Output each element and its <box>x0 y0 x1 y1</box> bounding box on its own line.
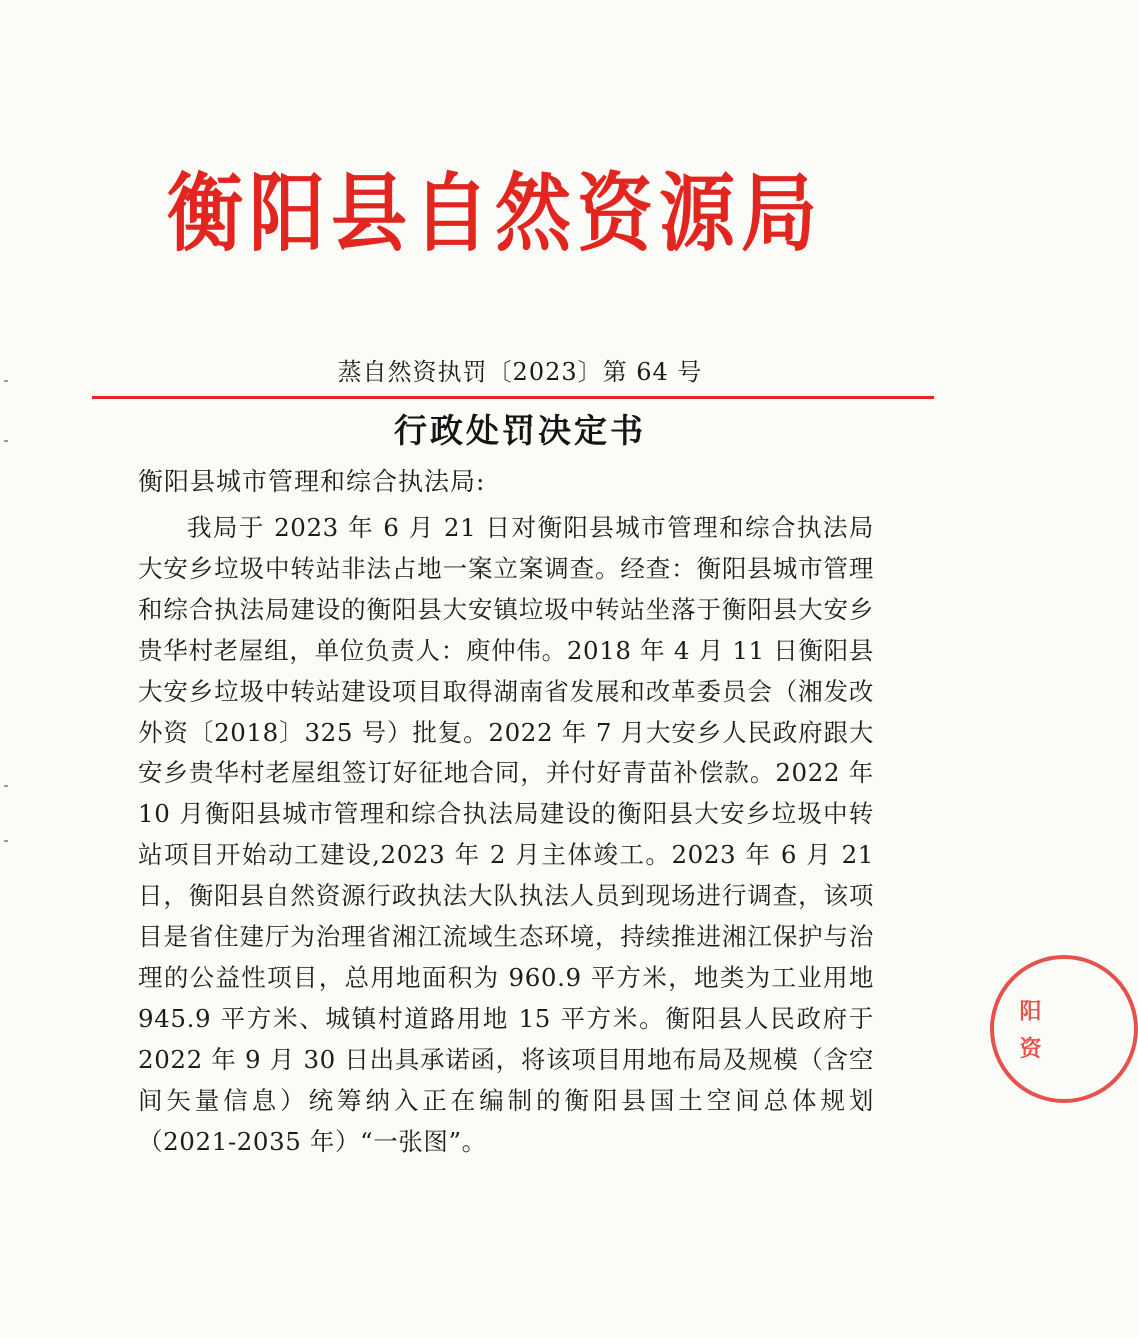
recipient-line: 衡阳县城市管理和综合执法局: <box>138 467 486 496</box>
scan-mark <box>4 840 8 842</box>
scan-mark <box>4 440 8 442</box>
red-divider-line <box>92 396 934 399</box>
official-seal <box>990 955 1138 1103</box>
seal-text: 阳 资 <box>1016 999 1042 1063</box>
body-paragraph: 我局于 2023 年 6 月 21 日对衡阳县城市管理和综合执法局大安乡垃圾中转站非法占地一案立案调查。经查：衡阳县城市管理和综合执法局建设的衡阳县大安镇垃圾中转站坐落于衡阳县大安乡贵华村老屋组，单位负责人：庾仲伟。2018 年 4 月 11 日衡阳县大安乡垃圾中转站建设项目取得湖南省发展和改革委员会（湘发改外资〔2018〕325 号）批复。2022 年 7 月大安乡人民政府跟大安乡贵华村老屋组签订好征地合同，并付好青苗补偿款。2022 年 10 月衡阳县城市管理和综合执法局建设的衡阳县大安乡垃圾中转站项目开始动工建设,2023 年 2 月主体竣工。2023 年 6 月 21 日，衡阳县自然资源行政执法大队执法人员到现场进行调查，该项目是省住建厅为治理省湘江流域生态环境，持续推进湘江保护与治理的公益性项目，总用地面积为 960.9 平方米，地类为工业用地 945.9 平方米、城镇村道路用地 15 平方米。衡阳县人民政府于 2022 年 9 月 30 日出具承诺函，将该项目用地布局及规模（含空间矢量信息）统筹纳入正在编制的衡阳县国土空间总体规划（2021-2035 年）“一张图”。 <box>138 513 874 1156</box>
scan-mark <box>4 785 8 787</box>
org-name-header: 衡阳县自然资源局 <box>167 163 823 264</box>
document-number: 蒸自然资执罚〔2023〕第 64 号 <box>337 358 703 386</box>
scan-mark <box>4 380 8 382</box>
document-title: 行政处罚决定书 <box>394 411 646 450</box>
